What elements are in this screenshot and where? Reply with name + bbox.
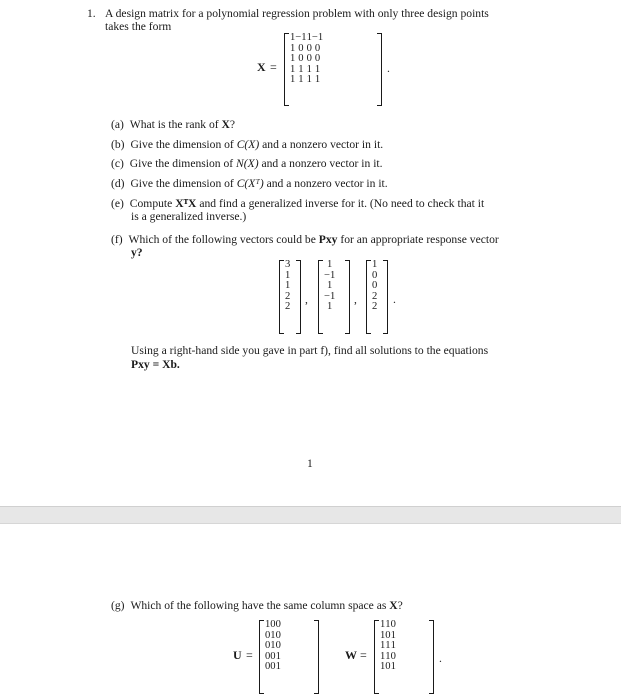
part-e-symbol: XᵀX: [175, 197, 197, 210]
part-c-text2: and a nonzero vector in it.: [258, 157, 383, 170]
matrix-x-cell: 0: [298, 42, 304, 54]
vector-1-sep: ,: [305, 293, 308, 306]
matrix-x-cell: 0: [306, 53, 312, 65]
matrix-x: [284, 33, 382, 106]
matrix-w-cell: 1: [385, 619, 391, 630]
part-g: [111, 599, 403, 613]
part-f-label: (f): [111, 233, 123, 246]
vector-1-row: [285, 260, 290, 271]
matrix-w-cell: 1: [380, 629, 386, 641]
vector-2: [318, 260, 350, 334]
matrix-x-cell: 1: [306, 32, 312, 43]
matrix-x-cell: −1: [295, 32, 307, 43]
matrix-w-period: .: [439, 652, 442, 665]
matrix-x-cell: 0: [298, 53, 304, 65]
matrix-x-row: [290, 33, 323, 44]
part-b: [111, 138, 383, 152]
matrix-w-cell: 1: [385, 640, 391, 652]
matrix-x-cell: 0: [314, 53, 321, 65]
part-f-text1: Which of the following vectors could be: [128, 233, 319, 246]
vector-2-row: [324, 260, 335, 271]
part-e-label: (e): [111, 197, 124, 210]
followup-line1: Using a right-hand side you gave in part f), find all solutions to the equations: [131, 344, 489, 357]
matrix-x-cell: 0: [306, 42, 312, 54]
problem-number: 1.: [87, 7, 96, 20]
matrix-w-cell: 1: [380, 619, 386, 630]
matrix-w-cell: 1: [385, 650, 391, 662]
part-e-line2: is a generalized inverse.): [131, 210, 247, 223]
problem-intro-line2: takes the form: [105, 20, 172, 33]
vector-2-cell: 1: [326, 301, 333, 313]
part-c-text1: Give the dimension of: [129, 157, 237, 170]
part-a-end: ?: [229, 118, 236, 131]
vector-1-row: [285, 302, 290, 313]
matrix-x-cell: 1: [306, 63, 312, 75]
matrix-x-cell: −1: [311, 32, 324, 43]
vector-1-cell: 2: [285, 301, 291, 313]
matrix-w-cell: 0: [390, 650, 396, 662]
matrix-x-row: [290, 75, 323, 86]
matrix-u-cell: 1: [275, 650, 281, 662]
matrix-x-cell: 1: [314, 63, 321, 75]
vector-3-grid: [372, 260, 377, 313]
vector-2-cell: 1: [326, 280, 333, 292]
matrix-w-cell: 1: [380, 661, 386, 673]
matrix-u-cell: 1: [270, 629, 276, 641]
matrix-w-cell: 1: [380, 640, 386, 652]
matrix-x-cell: 1: [290, 53, 296, 65]
matrix-w-grid: [380, 620, 396, 673]
matrix-x-cell: 1: [306, 74, 312, 86]
part-d-symbol: C(Xᵀ): [236, 177, 264, 190]
matrix-x-cell: 1: [290, 74, 296, 86]
matrix-u-cell: 0: [265, 640, 271, 652]
part-g-text1: Which of the following have the same column space as: [130, 599, 390, 612]
vector-3-row: [372, 260, 377, 271]
vector-2-cell: −1: [324, 290, 336, 302]
matrix-x-cell: 1: [314, 74, 321, 86]
matrix-u-cell: 1: [270, 640, 276, 652]
part-g-end: ?: [397, 599, 403, 612]
matrix-x-label: X: [257, 60, 266, 74]
part-a-label: (a): [111, 118, 124, 131]
followup-line2: Pxy = Xb.: [131, 358, 180, 371]
part-d-text2: and a nonzero vector in it.: [263, 177, 388, 190]
matrix-w-cell: 0: [385, 629, 391, 641]
matrix-x-equals: =: [270, 60, 277, 74]
part-e-text1: Compute: [129, 197, 176, 210]
matrix-u-cell: 1: [275, 661, 281, 673]
vector-3-cell: 2: [372, 301, 378, 313]
vector-1-cell: 3: [285, 259, 291, 270]
matrix-w: [374, 620, 434, 694]
vector-3-row: [372, 302, 377, 313]
vector-1-cell: 1: [285, 269, 291, 281]
part-g-label: (g): [111, 599, 125, 612]
part-d-label: (d): [111, 177, 125, 190]
matrix-x-grid: [290, 33, 323, 86]
vector-3-sep: .: [393, 293, 396, 306]
vector-3: [366, 260, 388, 334]
part-f-text2: for an appropriate response vector: [337, 233, 499, 246]
part-g-symbol: X: [389, 599, 398, 612]
part-e-text2: and find a generalized inverse for it. (No need to check that it: [196, 197, 485, 210]
part-a-text: What is the rank of: [129, 118, 222, 131]
matrix-w-equals: =: [360, 648, 367, 662]
matrix-u-cell: 0: [265, 650, 271, 662]
matrix-w-cell: 1: [390, 629, 396, 641]
matrix-u-cell: 0: [270, 619, 276, 630]
matrix-u-equals: =: [246, 648, 253, 662]
vector-2-cell: −1: [324, 269, 336, 281]
matrix-w-row: [380, 662, 396, 673]
part-b-symbol: C(X): [236, 138, 260, 151]
matrix-u: [259, 620, 319, 694]
matrix-u-label: U: [233, 648, 242, 662]
matrix-u-row: [265, 620, 281, 631]
matrix-w-row: [380, 620, 396, 631]
vector-1-cell: 1: [285, 280, 291, 292]
part-b-text2: and a nonzero vector in it.: [259, 138, 384, 151]
matrix-w-cell: 1: [380, 650, 386, 662]
matrix-w-label: W: [345, 648, 357, 662]
matrix-x-period: .: [387, 62, 390, 75]
part-a: [111, 118, 235, 132]
matrix-u-cell: 0: [270, 661, 276, 673]
vector-1-cell: 2: [285, 290, 291, 302]
vector-3-cell: 1: [372, 259, 378, 270]
part-d-text1: Give the dimension of: [130, 177, 237, 190]
matrix-w-cell: 0: [385, 661, 391, 673]
part-c-label: (c): [111, 157, 124, 170]
matrix-w-cell: 1: [390, 640, 396, 652]
matrix-u-cell: 1: [265, 619, 271, 630]
matrix-u-grid: [265, 620, 281, 673]
matrix-u-cell: 0: [265, 629, 271, 641]
part-f-line2: y?: [131, 246, 143, 259]
matrix-w-cell: 1: [390, 661, 396, 673]
matrix-u-cell: 0: [270, 650, 276, 662]
part-f-symbol: Pxy: [318, 233, 338, 246]
matrix-x-cell: 0: [314, 42, 321, 54]
problem-intro-line1: A design matrix for a polynomial regression problem with only three design points: [105, 7, 489, 20]
vector-2-cell: 1: [326, 259, 333, 270]
matrix-x-cell: 1: [290, 42, 296, 54]
part-a-symbol: X: [221, 118, 230, 131]
vector-3-cell: 0: [372, 280, 378, 292]
part-b-label: (b): [111, 138, 125, 151]
part-f: [111, 233, 499, 247]
part-c: [111, 157, 383, 171]
part-b-text1: Give the dimension of: [130, 138, 237, 151]
part-d: [111, 177, 388, 191]
vector-2-sep: ,: [354, 293, 357, 306]
matrix-x-cell: 1: [298, 74, 304, 86]
vector-2-grid: [324, 260, 335, 313]
vector-3-cell: 2: [372, 290, 378, 302]
matrix-w-cell: 0: [390, 619, 396, 630]
matrix-u-cell: 0: [275, 619, 281, 630]
matrix-u-cell: 0: [275, 629, 281, 641]
matrix-x-cell: 1: [290, 32, 296, 43]
vector-1: [279, 260, 301, 334]
page-number: 1: [307, 457, 313, 470]
matrix-x-cell: 1: [290, 63, 296, 75]
vector-2-row: [324, 302, 335, 313]
part-c-symbol: N(X): [236, 157, 259, 170]
matrix-x-cell: 1: [298, 63, 304, 75]
vector-1-grid: [285, 260, 290, 313]
matrix-u-cell: 0: [275, 640, 281, 652]
vector-3-cell: 0: [372, 269, 378, 281]
matrix-u-row: [265, 662, 281, 673]
page-break: [0, 506, 621, 524]
part-e: [111, 197, 484, 211]
matrix-u-cell: 0: [265, 661, 271, 673]
